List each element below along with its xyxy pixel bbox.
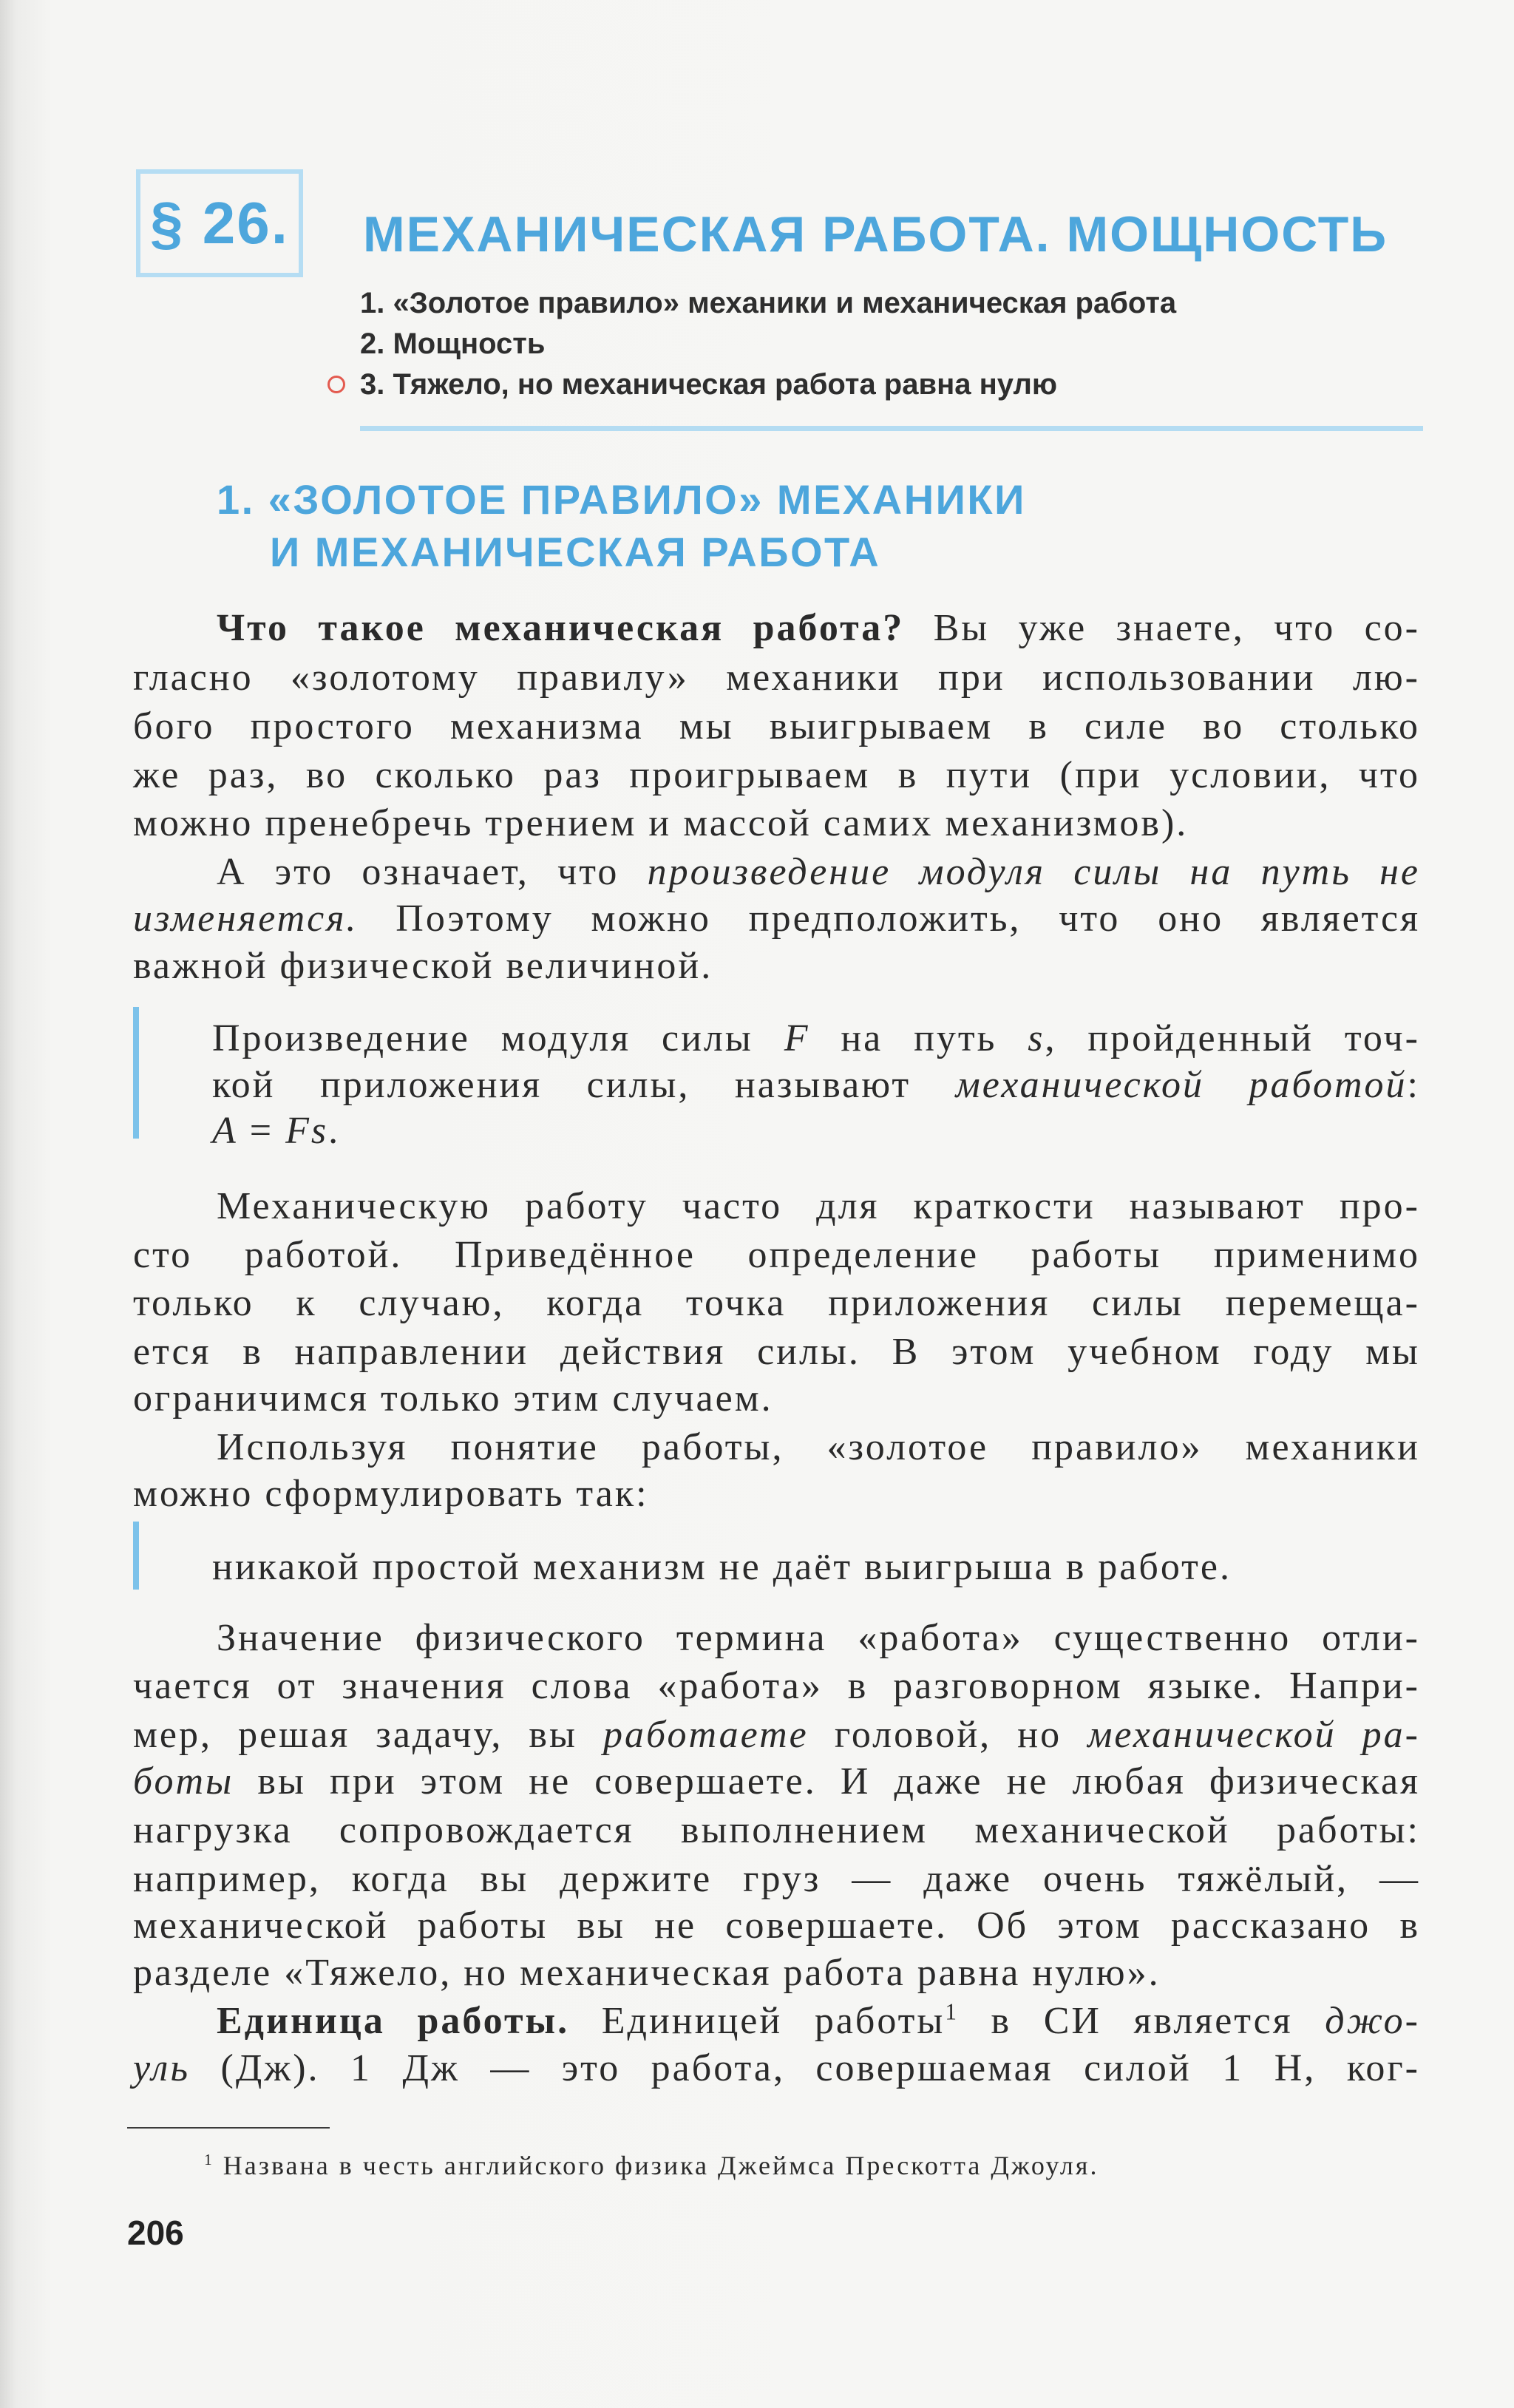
body-line: [133, 1758, 1420, 1805]
body-line: [217, 849, 1420, 896]
text-segment: же раз, во сколько раз проигрываем в пути (при условии, что: [133, 754, 1420, 796]
italic-text: Fs: [285, 1110, 329, 1152]
body-line: [133, 1329, 1420, 1376]
text-segment: можно пренебречь трением и массой самих механизмов).: [133, 802, 1189, 844]
outline-item: 2. Мощность: [360, 328, 546, 360]
body-line: [133, 752, 1420, 799]
body-line: [133, 1950, 1420, 1997]
text-segment: :: [1407, 1064, 1420, 1106]
text-segment: (Дж). 1 Дж — это работа, совершаемая силой 1 Н, ког-: [190, 2047, 1420, 2089]
text-segment: механической работы вы не совершаете. Об этом рассказано в: [133, 1905, 1420, 1947]
body-line: [133, 1232, 1420, 1279]
text-segment: только к случаю, когда точка приложения силы перемеща-: [133, 1282, 1420, 1324]
body-line: [217, 1424, 1420, 1471]
body-line: [217, 1998, 1420, 2045]
body-line: [212, 1062, 1420, 1109]
body-line: [217, 1183, 1420, 1230]
text-segment: чается от значения слова «работа» в разговорном языке. Напри-: [133, 1665, 1420, 1707]
body-line: [217, 1615, 1420, 1662]
bold-term: Единица работы.: [217, 2000, 570, 2042]
italic-text: F: [784, 1017, 810, 1059]
footnote-text: [204, 2149, 1099, 2182]
body-line: [133, 1807, 1420, 1854]
body-line: [133, 1856, 1420, 1903]
text-segment: на путь: [809, 1017, 1028, 1059]
italic-text: механической ра-: [1087, 1714, 1421, 1756]
body-line: [217, 605, 1420, 652]
page-number: 206: [127, 2214, 184, 2252]
italic-text: джо-: [1325, 2000, 1420, 2042]
body-line: [133, 654, 1420, 702]
subsection-heading-line: 1. «ЗОЛОТОЕ ПРАВИЛО» МЕХАНИКИ: [217, 476, 1026, 523]
rule-bar: [133, 1522, 139, 1590]
body-line: [133, 1663, 1420, 1710]
body-line: [133, 1902, 1420, 1950]
text-segment: важной физической величиной.: [133, 945, 713, 987]
formula-line: [212, 1108, 1420, 1155]
footnote-rule: [127, 2127, 330, 2129]
text-segment: бого простого механизма мы выигрываем в силе во столько: [133, 705, 1420, 747]
footnote-body: Названа в честь английского физика Джеймса Прескотта Джоуля.: [214, 2151, 1099, 2180]
body-line: [133, 1375, 1420, 1422]
text-segment: никакой простой механизм не даёт выигрыша в работе.: [212, 1546, 1232, 1588]
body-line: [133, 943, 1420, 990]
text-segment: гласно «золотому правилу» механики при использовании лю-: [133, 657, 1420, 699]
text-segment: разделе «Тяжело, но механическая работа равна нулю».: [133, 1952, 1161, 1994]
text-segment: сто работой. Приведённое определение работы применимо: [133, 1234, 1420, 1276]
text-segment: Вы уже знаете, что со-: [904, 607, 1420, 649]
text-segment: кой приложения силы, называют: [212, 1064, 956, 1106]
header-rule: [360, 426, 1423, 431]
italic-text: A: [212, 1110, 238, 1152]
text-segment: нагрузка сопровождается выполнением механической работы:: [133, 1809, 1420, 1851]
text-segment: А это означает, что: [217, 851, 648, 893]
text-segment: ется в направлении действия силы. В этом учебном году мы: [133, 1331, 1420, 1373]
subsection-heading-line: И МЕХАНИЧЕСКАЯ РАБОТА: [270, 529, 881, 575]
footnote-ref: 1: [945, 1998, 959, 2025]
italic-text: механической работой: [955, 1064, 1408, 1106]
text-segment: Значение физического термина «работа» существенно отли-: [217, 1617, 1420, 1659]
text-segment: =: [237, 1110, 286, 1152]
body-line: [133, 2045, 1420, 2092]
section-number: § 26.: [136, 169, 303, 277]
text-segment: .: [328, 1110, 341, 1152]
outline-item: 1. «Золотое правило» механики и механическая работа: [360, 287, 1177, 319]
italic-text: работаете: [603, 1714, 809, 1756]
body-line: [133, 1712, 1420, 1759]
body-line: [212, 1544, 1420, 1591]
section-title: МЕХАНИЧЕСКАЯ РАБОТА. МОЩНОСТЬ: [363, 206, 1388, 262]
text-segment: в СИ является: [958, 2000, 1325, 2042]
text-segment: вы при этом не совершаете. И даже не любая физическая: [234, 1760, 1420, 1802]
text-segment: Произведение модуля силы: [212, 1017, 784, 1059]
text-segment: головой, но: [808, 1714, 1088, 1756]
body-line: [133, 895, 1420, 943]
text-segment: Механическую работу часто для краткости называют про-: [217, 1185, 1420, 1227]
body-line: [133, 1471, 1420, 1518]
italic-text: боты: [133, 1760, 234, 1802]
body-line: [133, 800, 1420, 847]
text-segment: Поэтому можно предположить, что оно является: [358, 898, 1420, 940]
text-segment: , пройденный точ-: [1045, 1017, 1420, 1059]
text-segment: например, когда вы держите груз — даже очень тяжёлый, —: [133, 1858, 1420, 1900]
text-segment: Единицей работы: [569, 2000, 946, 2042]
text-segment: Используя понятие работы, «золотое правило» механики: [217, 1426, 1420, 1468]
italic-text: уль: [133, 2047, 191, 2089]
body-line: [133, 1280, 1420, 1327]
circle-marker-icon: [327, 376, 345, 393]
text-segment: мер, решая задачу, вы: [133, 1714, 604, 1756]
definition-bar: [133, 1007, 139, 1139]
body-line: [212, 1015, 1420, 1062]
italic-text: s: [1028, 1017, 1045, 1059]
italic-text: произведение модуля силы на путь не: [647, 851, 1420, 893]
bold-term: Что такое механическая работа?: [217, 607, 905, 649]
italic-text: изменяется.: [133, 898, 359, 940]
text-segment: ограничимся только этим случаем.: [133, 1377, 773, 1420]
text-segment: можно сформулировать так:: [133, 1473, 649, 1515]
body-line: [133, 703, 1420, 750]
outline-item: 3. Тяжело, но механическая работа равна нулю: [360, 368, 1058, 401]
footnote-mark: 1: [204, 2151, 214, 2168]
